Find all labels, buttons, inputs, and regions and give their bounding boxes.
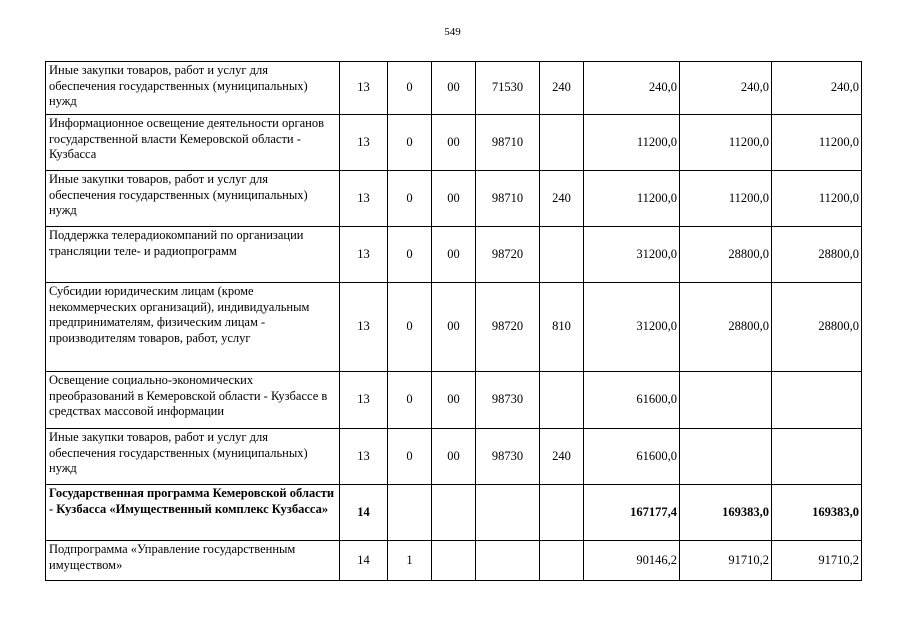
row-program: 00 xyxy=(432,227,476,283)
row-value-3 xyxy=(772,372,862,429)
row-section: 13 xyxy=(340,283,388,372)
row-value-3: 91710,2 xyxy=(772,541,862,581)
row-name: Иные закупки товаров, работ и услуг для обеспечения государственных (муниципальных) нужд xyxy=(46,171,340,227)
row-name: Иные закупки товаров, работ и услуг для обеспечения государственных (муниципальных) нужд xyxy=(46,429,340,485)
row-expense-type xyxy=(540,227,584,283)
row-program: 00 xyxy=(432,429,476,485)
row-program: 00 xyxy=(432,115,476,171)
row-value-2 xyxy=(680,429,772,485)
table-row xyxy=(46,372,862,429)
row-section: 13 xyxy=(340,227,388,283)
row-value-3: 11200,0 xyxy=(772,171,862,227)
row-value-2: 11200,0 xyxy=(680,171,772,227)
row-value-3: 28800,0 xyxy=(772,283,862,372)
row-target: 98730 xyxy=(476,429,540,485)
table-row xyxy=(46,541,862,581)
page-number: 549 xyxy=(444,26,461,38)
row-value-2: 91710,2 xyxy=(680,541,772,581)
row-expense-type xyxy=(540,115,584,171)
row-target: 98720 xyxy=(476,283,540,372)
row-expense-type xyxy=(540,541,584,581)
row-section: 13 xyxy=(340,429,388,485)
row-program: 00 xyxy=(432,372,476,429)
row-value-1: 167177,4 xyxy=(584,485,680,541)
row-name: Иные закупки товаров, работ и услуг для обеспечения государственных (муниципальных) нужд xyxy=(46,62,340,115)
row-name: Поддержка телерадиокомпаний по организации трансляции теле- и радиопрограмм xyxy=(46,227,340,283)
table-row xyxy=(46,62,862,115)
row-subsection: 0 xyxy=(388,283,432,372)
row-program: 00 xyxy=(432,62,476,115)
row-expense-type xyxy=(540,372,584,429)
row-value-2: 169383,0 xyxy=(680,485,772,541)
row-subsection: 0 xyxy=(388,372,432,429)
row-target xyxy=(476,485,540,541)
row-target: 98720 xyxy=(476,227,540,283)
row-value-2: 11200,0 xyxy=(680,115,772,171)
row-value-1: 31200,0 xyxy=(584,227,680,283)
row-value-1: 31200,0 xyxy=(584,283,680,372)
row-value-3: 169383,0 xyxy=(772,485,862,541)
row-name: Государственная программа Кемеровской области - Кузбасса «Имущественный комплекс Кузбасса» xyxy=(46,485,340,541)
row-name: Информационное освещение деятельности органов государственной власти Кемеровской области - Кузбасса xyxy=(46,115,340,171)
table-row xyxy=(46,115,862,171)
row-value-1: 240,0 xyxy=(584,62,680,115)
row-value-3: 11200,0 xyxy=(772,115,862,171)
table-row xyxy=(46,227,862,283)
row-section: 13 xyxy=(340,171,388,227)
row-subsection xyxy=(388,485,432,541)
row-name: Субсидии юридическим лицам (кроме некоммерческих организаций), индивидуальным предпринимателям, физическим лицам - производителям товаров, работ, услуг xyxy=(46,283,340,372)
row-value-3 xyxy=(772,429,862,485)
row-name: Освещение социально-экономических преобразований в Кемеровской области - Кузбассе в средствах массовой информации xyxy=(46,372,340,429)
row-program: 00 xyxy=(432,283,476,372)
row-program xyxy=(432,485,476,541)
table-row xyxy=(46,283,862,372)
row-section: 14 xyxy=(340,541,388,581)
row-expense-type: 810 xyxy=(540,283,584,372)
row-target: 71530 xyxy=(476,62,540,115)
row-value-1: 61600,0 xyxy=(584,372,680,429)
row-value-3: 240,0 xyxy=(772,62,862,115)
row-value-1: 11200,0 xyxy=(584,115,680,171)
row-subsection: 0 xyxy=(388,62,432,115)
row-value-2: 28800,0 xyxy=(680,227,772,283)
row-section: 13 xyxy=(340,372,388,429)
row-value-2 xyxy=(680,372,772,429)
row-subsection: 0 xyxy=(388,171,432,227)
row-target: 98710 xyxy=(476,115,540,171)
row-expense-type xyxy=(540,485,584,541)
row-value-1: 90146,2 xyxy=(584,541,680,581)
row-value-2: 28800,0 xyxy=(680,283,772,372)
row-value-1: 11200,0 xyxy=(584,171,680,227)
row-value-2: 240,0 xyxy=(680,62,772,115)
row-name: Подпрограмма «Управление государственным имуществом» xyxy=(46,541,340,581)
row-subsection: 0 xyxy=(388,429,432,485)
row-expense-type: 240 xyxy=(540,62,584,115)
row-section: 13 xyxy=(340,115,388,171)
table-row xyxy=(46,485,862,541)
row-program: 00 xyxy=(432,171,476,227)
row-target xyxy=(476,541,540,581)
row-section: 13 xyxy=(340,62,388,115)
table-row xyxy=(46,171,862,227)
row-value-1: 61600,0 xyxy=(584,429,680,485)
budget-table xyxy=(45,61,862,581)
row-program xyxy=(432,541,476,581)
row-section: 14 xyxy=(340,485,388,541)
row-subsection: 0 xyxy=(388,115,432,171)
row-expense-type: 240 xyxy=(540,429,584,485)
table-row xyxy=(46,429,862,485)
row-subsection: 1 xyxy=(388,541,432,581)
row-target: 98710 xyxy=(476,171,540,227)
row-expense-type: 240 xyxy=(540,171,584,227)
row-subsection: 0 xyxy=(388,227,432,283)
row-value-3: 28800,0 xyxy=(772,227,862,283)
row-target: 98730 xyxy=(476,372,540,429)
